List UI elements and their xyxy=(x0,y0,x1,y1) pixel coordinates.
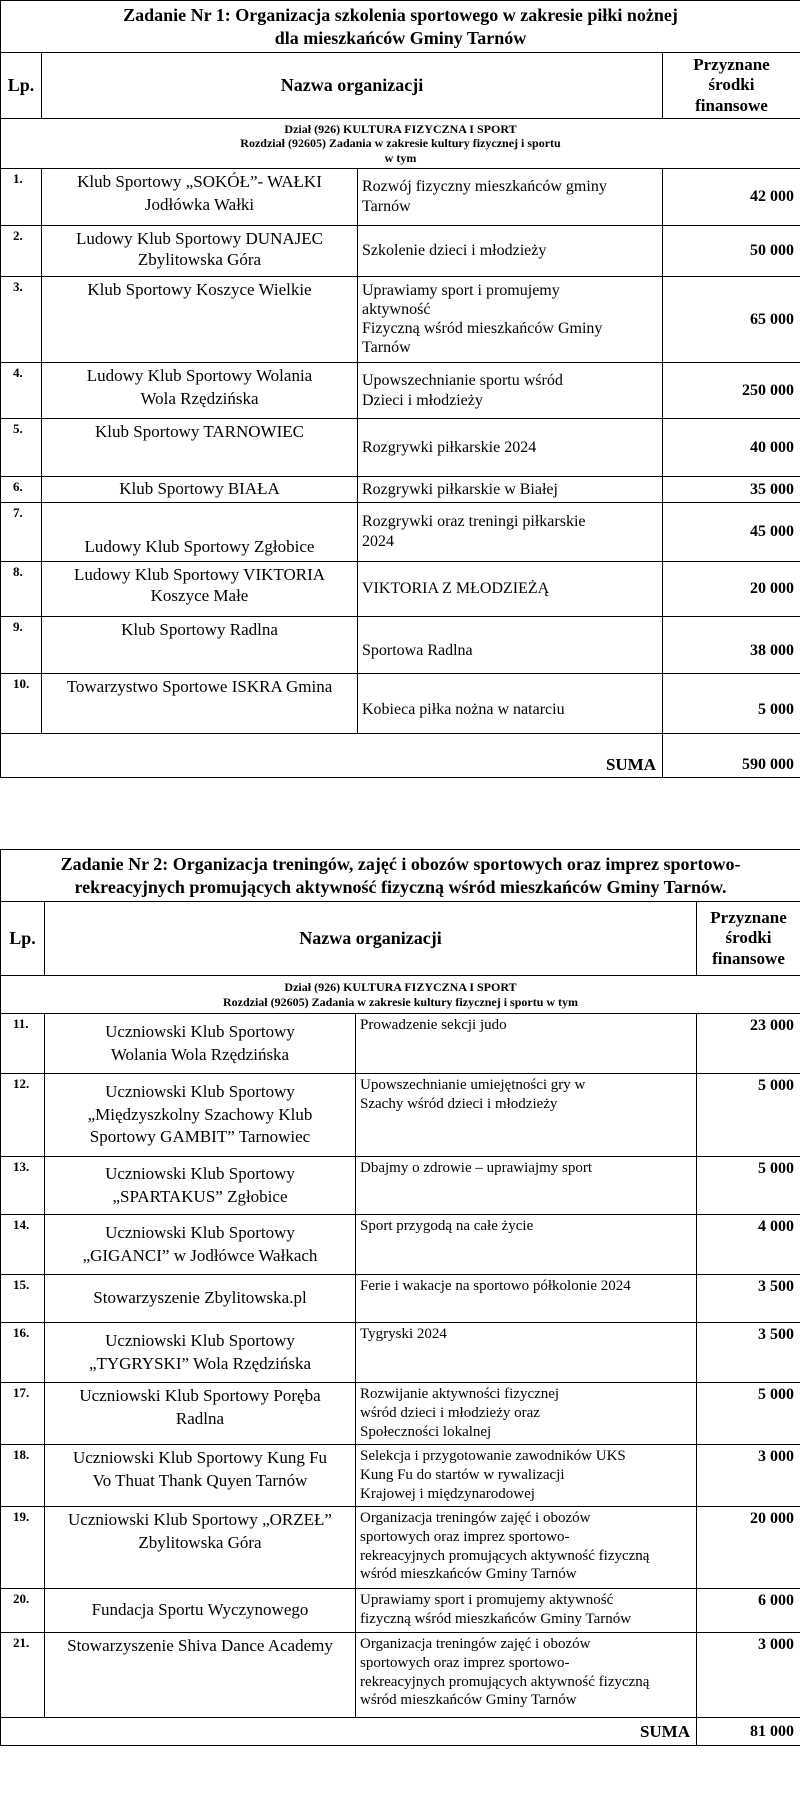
task-line: 2024 xyxy=(362,533,394,551)
row-task: Dbajmy o zdrowie – uprawiajmy sport xyxy=(356,1157,697,1215)
task-line: Selekcja i przygotowanie zawodników UKS xyxy=(360,1448,626,1464)
org-line: Ludowy Klub Sportowy VIKTORIA xyxy=(73,565,326,585)
org-line: Uczniowski Klub Sportowy Poręba xyxy=(79,1386,321,1405)
org-line: „GIGANCI” w Jodłówce Wałkach xyxy=(82,1245,318,1265)
header-funds-l1: Przyznane xyxy=(693,55,770,74)
header-funds-l3: finansowe xyxy=(712,948,785,968)
row-task: Sportowa Radlna xyxy=(358,617,663,674)
table-row xyxy=(1,503,800,562)
org-line: Uczniowski Klub Sportowy xyxy=(105,1021,295,1041)
header-funds-l2: środki xyxy=(725,928,772,948)
row-lp: 16. xyxy=(1,1323,45,1383)
row-task xyxy=(356,1445,697,1507)
row-amount: 38 000 xyxy=(663,617,800,674)
row-task xyxy=(358,169,663,226)
row-amount: 65 000 xyxy=(663,277,800,363)
row-lp: 18. xyxy=(1,1445,45,1507)
row-lp: 3. xyxy=(1,277,42,363)
row-org xyxy=(42,363,358,419)
header-funds-l1: Przyznane xyxy=(710,907,787,927)
header-funds-l3: finansowe xyxy=(695,95,768,115)
header-org-name: Nazwa organizacji xyxy=(42,53,663,119)
row-org: Klub Sportowy TARNOWIEC xyxy=(42,419,358,477)
org-line: Vo Thuat Thank Quyen Tarnów xyxy=(92,1470,308,1490)
row-lp: 7. xyxy=(1,503,42,562)
table-zadanie-1 xyxy=(0,0,800,778)
row-org xyxy=(42,169,358,226)
row-task xyxy=(356,1507,697,1589)
header-funds xyxy=(663,53,800,119)
suma-amount: 81 000 xyxy=(697,1718,800,1746)
row-task: Szkolenie dzieci i młodzieży xyxy=(358,226,663,277)
org-line: Ludowy Klub Sportowy Wolania xyxy=(86,366,313,386)
row-amount: 50 000 xyxy=(663,226,800,277)
task-line: Uprawiamy sport i promujemy aktywność xyxy=(360,1592,614,1608)
table-row xyxy=(1,1275,800,1323)
task-line: Dzieci i młodzieży xyxy=(362,391,483,409)
task-line: Krajowej i międzynarodowej xyxy=(360,1485,535,1502)
suma-label: SUMA xyxy=(1,734,663,778)
row-task xyxy=(356,1633,697,1718)
org-line: Ludowy Klub Sportowy DUNAJEC xyxy=(76,229,323,249)
row-lp: 12. xyxy=(1,1074,45,1157)
row-amount: 5 000 xyxy=(697,1157,800,1215)
row-org: Stowarzyszenie Zbylitowska.pl xyxy=(45,1275,356,1323)
table-row xyxy=(1,1157,800,1215)
row-amount: 23 000 xyxy=(697,1014,800,1074)
task-line: Rozwój fizyczny mieszkańców gminy xyxy=(362,178,607,196)
row-org xyxy=(42,226,358,277)
org-line: Jodłówka Wałki xyxy=(144,195,255,215)
dzial-header xyxy=(1,119,800,169)
row-lp: 2. xyxy=(1,226,42,277)
row-task: Rozgrywki piłkarskie 2024 xyxy=(358,419,663,477)
task-line: aktywność xyxy=(362,300,431,318)
table2-title-line2: rekreacyjnych promujących aktywność fizyczną wśród mieszkańców Gminy Tarnów. xyxy=(74,876,727,897)
header-funds-l2: środki xyxy=(708,75,755,95)
row-lp: 15. xyxy=(1,1275,45,1323)
row-lp: 21. xyxy=(1,1633,45,1718)
row-task: Rozgrywki piłkarskie w Białej xyxy=(358,477,663,503)
table2-title-line1: Zadanie Nr 2: Organizacja treningów, zajęć i obozów sportowych oraz imprez sportowo- xyxy=(60,854,741,874)
task-line: Rozwijanie aktywności fizycznej xyxy=(360,1386,560,1402)
table-zadanie-2 xyxy=(0,849,800,1746)
dzial-line3: w tym xyxy=(384,150,417,165)
row-amount: 4 000 xyxy=(697,1215,800,1275)
row-amount: 5 000 xyxy=(697,1074,800,1157)
table-row xyxy=(1,617,800,674)
row-org xyxy=(45,1445,356,1507)
row-org: Klub Sportowy Radlna xyxy=(42,617,358,674)
task-line: Tarnów xyxy=(362,198,411,216)
table-row xyxy=(1,477,800,503)
row-task xyxy=(358,503,663,562)
row-org: Towarzystwo Sportowe ISKRA Gmina xyxy=(42,674,358,734)
table-row xyxy=(1,1323,800,1383)
table-row xyxy=(1,363,800,419)
row-amount: 3 000 xyxy=(697,1445,800,1507)
task-line: rekreacyjnych promujących aktywność fizyczną xyxy=(360,1547,650,1564)
task-line: Uprawiamy sport i promujemy xyxy=(362,281,560,299)
row-task: Ferie i wakacje na sportowo półkolonie 2024 xyxy=(356,1275,697,1323)
row-org xyxy=(45,1014,356,1074)
row-org xyxy=(42,562,358,617)
row-lp: 17. xyxy=(1,1383,45,1445)
header-lp: Lp. xyxy=(1,902,45,976)
row-org: Klub Sportowy BIAŁA xyxy=(42,477,358,503)
row-org xyxy=(45,1215,356,1275)
table-row xyxy=(1,1215,800,1275)
row-task: Kobieca piłka nożna w natarciu xyxy=(358,674,663,734)
row-task: Prowadzenie sekcji judo xyxy=(356,1014,697,1074)
row-task: Tygryski 2024 xyxy=(356,1323,697,1383)
row-amount: 6 000 xyxy=(697,1589,800,1633)
row-org: Ludowy Klub Sportowy Zgłobice xyxy=(42,503,358,562)
task-line: Kung Fu do startów w rywalizacji xyxy=(360,1466,565,1483)
task-line: Rozgrywki oraz treningi piłkarskie xyxy=(362,513,586,531)
header-org-name: Nazwa organizacji xyxy=(45,902,697,976)
row-lp: 11. xyxy=(1,1014,45,1074)
org-line: Wolania Wola Rzędzińska xyxy=(110,1044,290,1064)
row-task xyxy=(358,363,663,419)
row-lp: 9. xyxy=(1,617,42,674)
table1-title-line2: dla mieszkańców Gminy Tarnów xyxy=(274,27,527,48)
org-line: Uczniowski Klub Sportowy Kung Fu xyxy=(72,1448,328,1467)
row-task xyxy=(356,1589,697,1633)
org-line: „TYGRYSKI” Wola Rzędzińska xyxy=(88,1353,312,1373)
task-line: wśród mieszkańców Gminy Tarnów xyxy=(360,1566,577,1583)
table2-title xyxy=(1,850,800,902)
org-line: Zbylitowska Góra xyxy=(137,250,262,270)
row-amount: 3 500 xyxy=(697,1323,800,1383)
org-line: Uczniowski Klub Sportowy xyxy=(105,1163,295,1183)
row-task xyxy=(356,1074,697,1157)
dzial-line1: Dział (926) KULTURA FIZYCZNA I SPORT xyxy=(284,980,517,995)
task-line: Szachy wśród dzieci i młodzieży xyxy=(360,1095,558,1112)
row-amount: 45 000 xyxy=(663,503,800,562)
table-row xyxy=(1,1507,800,1589)
row-amount: 250 000 xyxy=(663,363,800,419)
header-lp: Lp. xyxy=(1,53,42,119)
table1-title-line1: Zadanie Nr 1: Organizacja szkolenia sportowego w zakresie piłki nożnej xyxy=(123,5,678,25)
table-row xyxy=(1,562,800,617)
table-row xyxy=(1,419,800,477)
task-line: Tarnów xyxy=(362,338,411,356)
task-line: sportowych oraz imprez sportowo- xyxy=(360,1654,570,1671)
row-amount: 5 000 xyxy=(663,674,800,734)
header-funds xyxy=(697,902,800,976)
table-row xyxy=(1,1589,800,1633)
row-amount: 3 000 xyxy=(697,1633,800,1718)
task-line: fizyczną wśród mieszkańców Gminy Tarnów xyxy=(360,1610,632,1627)
dzial-line2: Rozdział (92605) Zadania w zakresie kultury fizycznej i sportu w tym xyxy=(222,994,579,1009)
table-row xyxy=(1,1633,800,1718)
org-line: Uczniowski Klub Sportowy xyxy=(105,1222,295,1242)
row-task xyxy=(356,1383,697,1445)
table-row xyxy=(1,1014,800,1074)
row-task: Sport przygodą na całe życie xyxy=(356,1215,697,1275)
task-line: Organizacja treningów zajęć i obozów xyxy=(360,1636,591,1652)
row-lp: 20. xyxy=(1,1589,45,1633)
row-org xyxy=(45,1157,356,1215)
row-lp: 1. xyxy=(1,169,42,226)
task-line: wśród mieszkańców Gminy Tarnów xyxy=(360,1692,577,1709)
row-org xyxy=(45,1074,356,1157)
task-line: Społeczności lokalnej xyxy=(360,1423,492,1440)
table-row xyxy=(1,169,800,226)
task-line: rekreacyjnych promujących aktywność fizyczną xyxy=(360,1673,650,1690)
task-line: Upowszechnianie sportu wśród xyxy=(362,371,563,389)
task-line: Organizacja treningów zajęć i obozów xyxy=(360,1510,591,1526)
table-row xyxy=(1,226,800,277)
row-amount: 35 000 xyxy=(663,477,800,503)
table-row xyxy=(1,1445,800,1507)
dzial-line2: Rozdział (92605) Zadania w zakresie kultury fizycznej i sportu xyxy=(240,136,561,151)
row-amount: 20 000 xyxy=(663,562,800,617)
table1-title xyxy=(1,1,800,53)
dzial-line1: Dział (926) KULTURA FIZYCZNA I SPORT xyxy=(284,122,517,137)
org-line: Sportowy GAMBIT” Tarnowiec xyxy=(89,1127,311,1147)
row-task xyxy=(358,277,663,363)
row-org xyxy=(45,1323,356,1383)
row-lp: 4. xyxy=(1,363,42,419)
org-line: Koszyce Małe xyxy=(150,586,249,606)
suma-label: SUMA xyxy=(1,1718,697,1746)
row-lp: 8. xyxy=(1,562,42,617)
dzial-header xyxy=(1,976,800,1014)
row-org: Fundacja Sportu Wyczynowego xyxy=(45,1589,356,1633)
row-lp: 19. xyxy=(1,1507,45,1589)
table-row xyxy=(1,1074,800,1157)
table-row xyxy=(1,674,800,734)
row-org: Klub Sportowy Koszyce Wielkie xyxy=(42,277,358,363)
row-lp: 5. xyxy=(1,419,42,477)
row-amount: 40 000 xyxy=(663,419,800,477)
org-line: Klub Sportowy „SOKÓŁ”- WAŁKI xyxy=(77,172,322,192)
row-lp: 13. xyxy=(1,1157,45,1215)
task-line: Upowszechnianie umiejętności gry w xyxy=(360,1077,586,1093)
org-line: „Międzyszkolny Szachowy Klub xyxy=(87,1104,313,1124)
row-task: VIKTORIA Z MŁODZIEŻĄ xyxy=(358,562,663,617)
task-line: Fizyczną wśród mieszkańców Gminy xyxy=(362,319,603,337)
table-row xyxy=(1,277,800,363)
row-lp: 6. xyxy=(1,477,42,503)
org-line: Uczniowski Klub Sportowy „ORZEŁ” xyxy=(68,1510,332,1529)
row-amount: 42 000 xyxy=(663,169,800,226)
org-line: „SPARTAKUS” Zgłobice xyxy=(112,1186,288,1206)
row-org: Stowarzyszenie Shiva Dance Academy xyxy=(45,1633,356,1718)
row-lp: 14. xyxy=(1,1215,45,1275)
row-amount: 20 000 xyxy=(697,1507,800,1589)
suma-row xyxy=(1,1718,800,1746)
org-line: Radlna xyxy=(175,1408,225,1428)
suma-row xyxy=(1,734,800,778)
suma-amount: 590 000 xyxy=(663,734,800,778)
row-amount: 3 500 xyxy=(697,1275,800,1323)
org-line: Zbylitowska Góra xyxy=(138,1532,262,1552)
org-line: Uczniowski Klub Sportowy xyxy=(105,1330,295,1350)
row-org xyxy=(45,1507,356,1589)
task-line: sportowych oraz imprez sportowo- xyxy=(360,1528,570,1545)
org-line: Wola Rzędzińska xyxy=(140,389,259,409)
row-lp: 10. xyxy=(1,674,42,734)
table-row xyxy=(1,1383,800,1445)
row-amount: 5 000 xyxy=(697,1383,800,1445)
org-line: Uczniowski Klub Sportowy xyxy=(105,1081,295,1101)
row-org xyxy=(45,1383,356,1445)
task-line: wśród dzieci i młodzieży oraz xyxy=(360,1404,540,1421)
